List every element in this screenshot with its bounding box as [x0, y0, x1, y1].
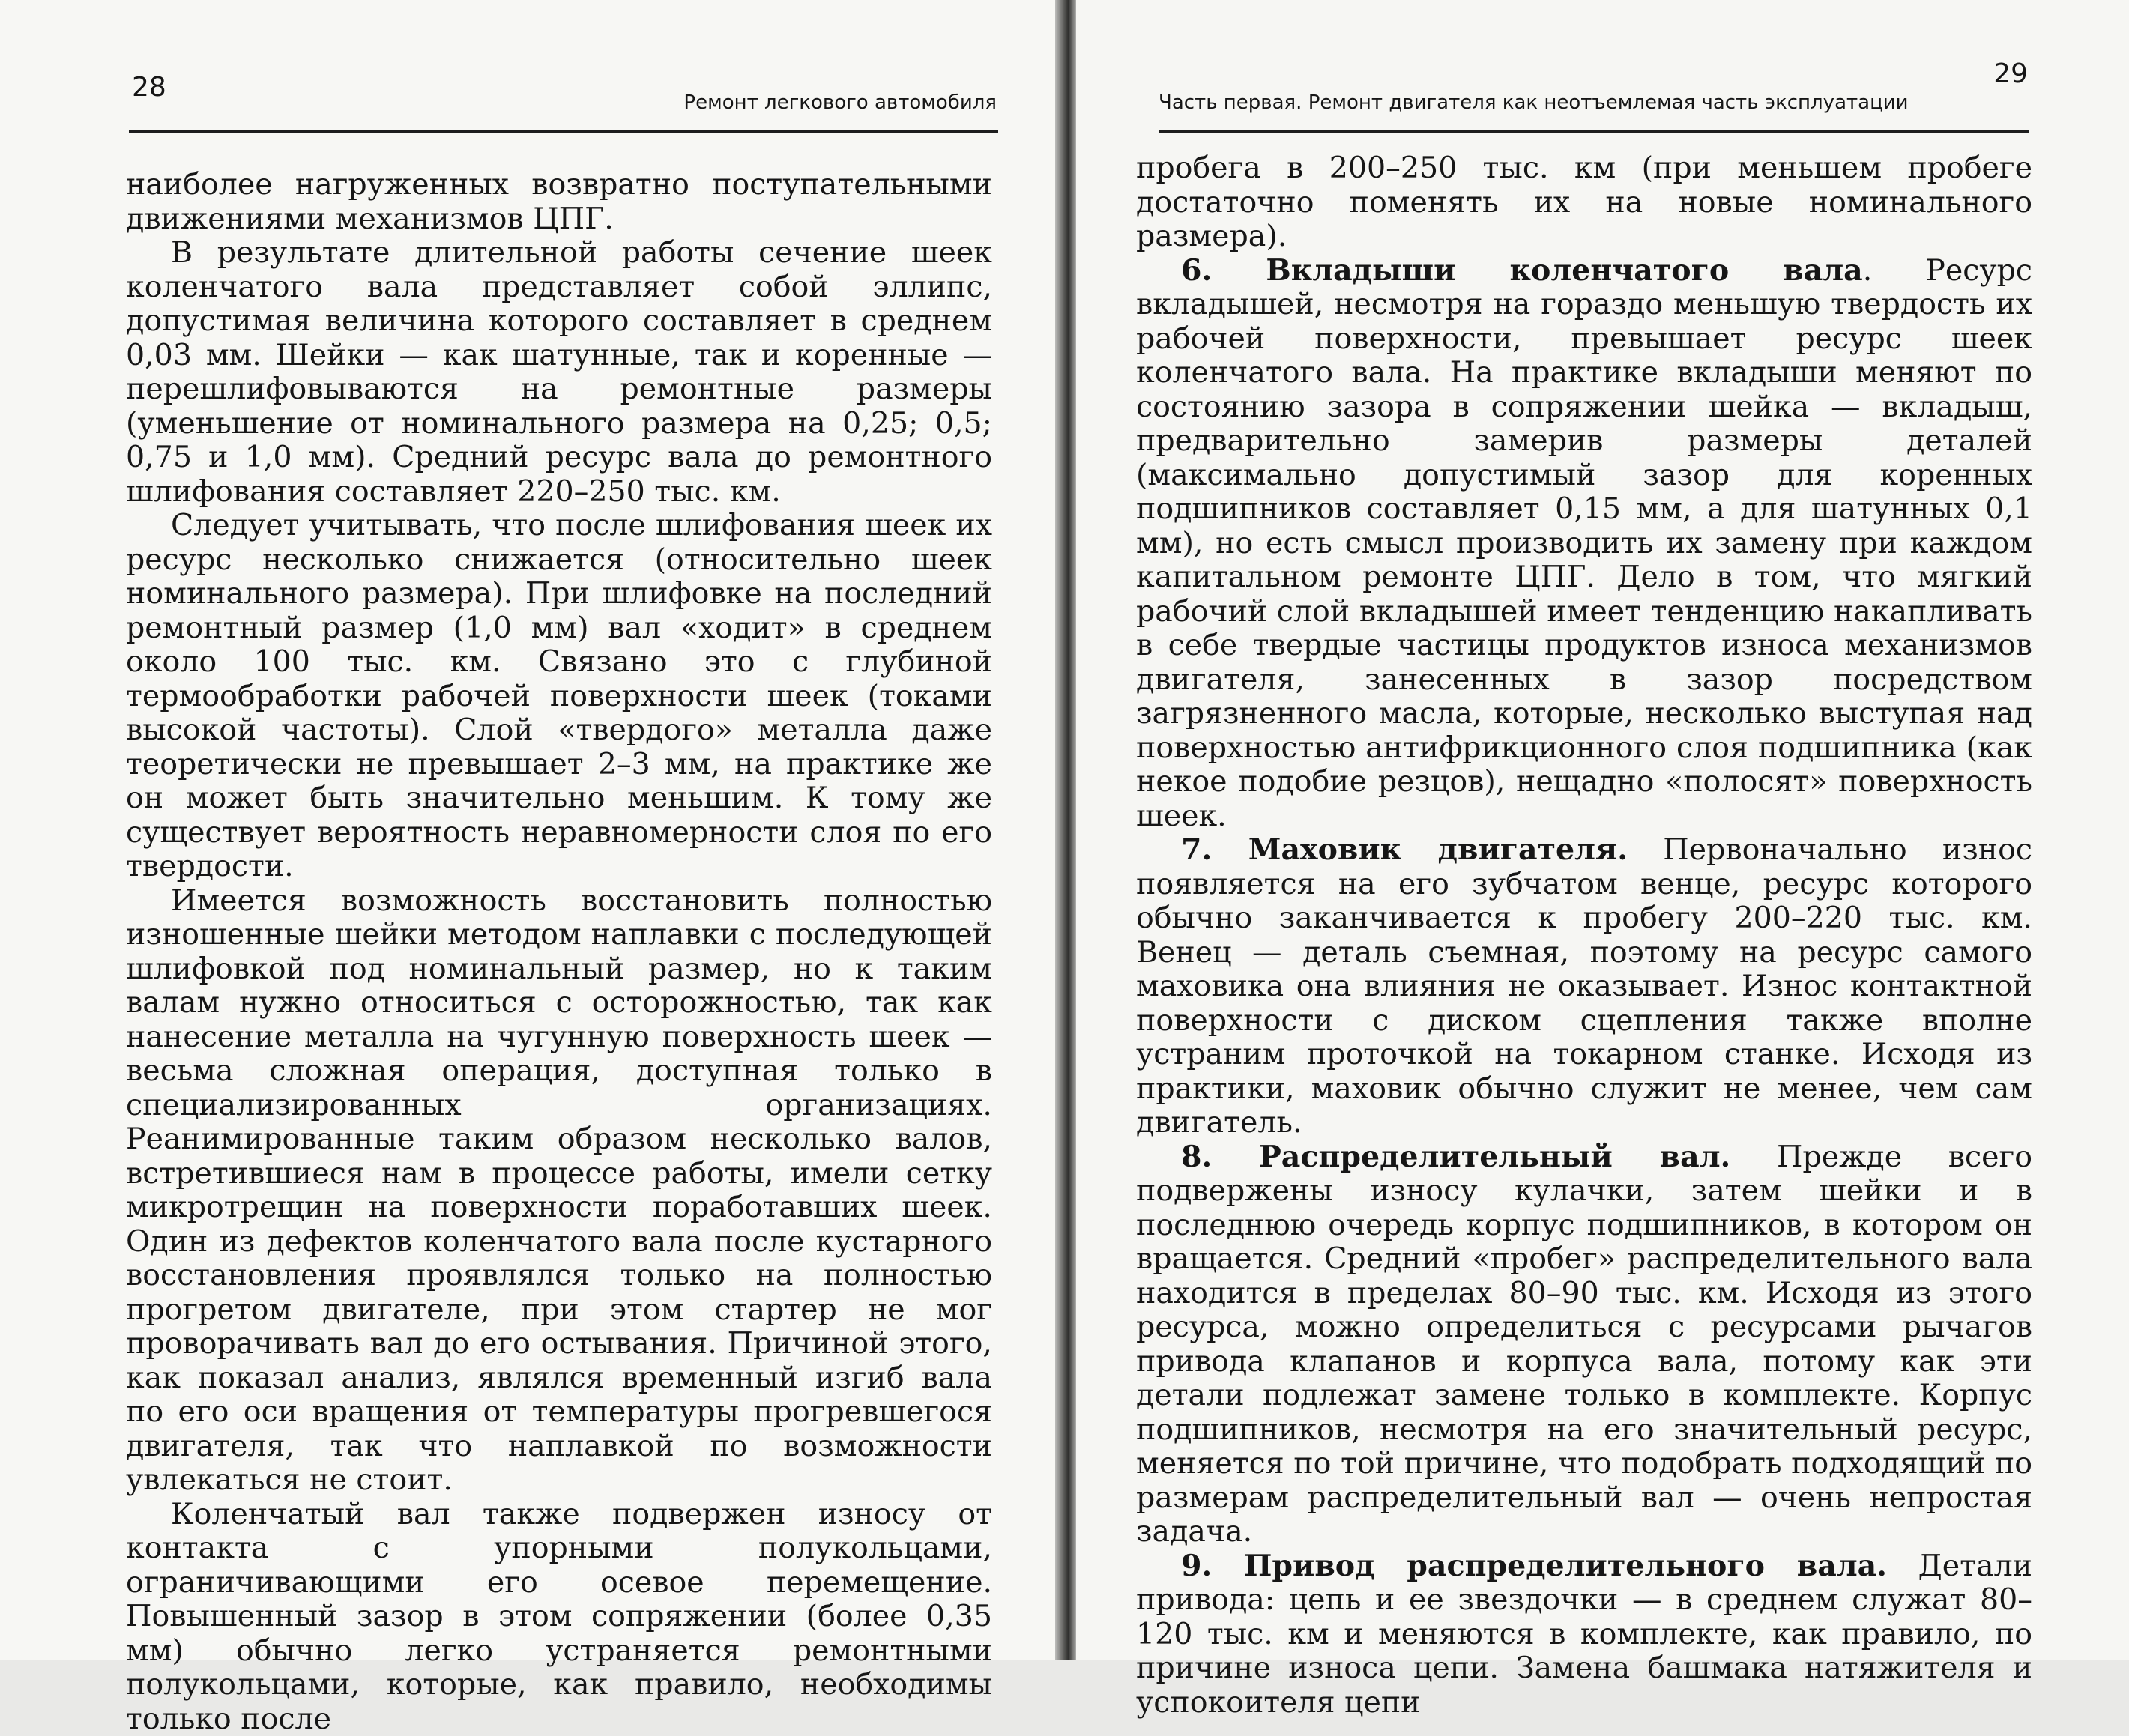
- paragraph: Имеется возможность восстановить полностью изношенные шейки методом наплавки с последующей шлифовкой под номинальный размер, но к таким валам нужно относиться с осторожностью, так как нанесение металла на чугунную поверхность шеек — весьма сложная операция, доступная только в специализированных организациях. Реанимированные таким образом несколько валов, встретившиеся нам в процессе работы, имели сетку микротрещин на поверхности поработавших шеек. Один из дефектов коленчатого вала после кустарного восстановления проявлялся только на полностью прогретом двигателе, при этом стартер не мог проворачивать вал до его остывания. Причиной этого, как показал анализ, являлся временный изгиб вала по его оси вращения от температуры прогревшегося двигателя, так что наплавкой по возможности увлекаться не стоит.: [126, 884, 992, 1498]
- left-page: [0, 0, 1063, 1660]
- section-text: . Ресурс вкладышей, несмотря на гораздо меньшую твердость их рабочей поверхности, превышает ресурс шеек коленчатого вала. На практике вкладыши меняют по состоянию зазора в сопряжении шейка — вкладыш, предварительно замерив размеры деталей (максимально допустимый зазор для коренных подшипников составляет 0,15 мм, а для шатунных 0,1 мм), но есть смысл производить их замену при каждом капитальном ремонте ЦПГ. Дело в том, что мягкий рабочий слой вкладышей имеет тенденцию накапливать в себе твердые частицы продуктов износа механизмов двигателя, занесенных в зазор посредством загрязненного масла, которые, несколько выступая над поверхностью антифрикционного слоя подшипника (как некое подобие резцов), нещадно «полосят» поверхность шеек.: [1136, 253, 2032, 833]
- section-heading: 9. Привод распределительного вала.: [1181, 1549, 1887, 1583]
- section-paragraph: [1136, 1140, 2032, 1549]
- left-page-header: [129, 58, 998, 133]
- paragraph: Коленчатый вал также подвержен износу от контакта с упорными полукольцами, ограничивающими его осевое перемещение. Повышенный зазор в этом сопряжении (более 0,35 мм) обычно легко устраняется ремонтными полукольцами, которые, как правило, необходимы только после: [126, 1498, 992, 1736]
- paragraph: пробега в 200–250 тыс. км (при меньшем пробеге достаточно поменять их на новые номинального размера).: [1136, 151, 2032, 254]
- right-page: [1076, 0, 2129, 1660]
- section-heading: 8. Распределительный вал.: [1181, 1140, 1730, 1174]
- section-paragraph: [1136, 1549, 2032, 1720]
- section-heading: 7. Маховик двигателя.: [1181, 832, 1628, 867]
- section-paragraph: [1136, 254, 2032, 834]
- page-number: 29: [1993, 58, 2028, 89]
- left-page-body: [126, 168, 992, 1736]
- paragraph: В результате длительной работы сечение шеек коленчатого вала представляет собой эллипс, допустимая величина которого составляет в среднем 0,03 мм. Шейки — как шатунные, так и коренные — перешлифовываются на ремонтные размеры (уменьшение от номинального размера на 0,25; 0,5; 0,75 и 1,0 мм). Средний ресурс вала до ремонтного шлифования составляет 220–250 тыс. км.: [126, 236, 992, 509]
- section-text: Детали привода: цепь и ее звездочки — в среднем служат 80–120 тыс. км и меняются в комплекте, как правило, по причине износа цепи. Замена башмака натяжителя и успокоителя цепи: [1136, 1549, 2032, 1720]
- paragraph: Следует учитывать, что после шлифования шеек их ресурс несколько снижается (относительно шеек номинального размера). При шлифовке на последний ремонтный размер (1,0 мм) вал «ходит» в среднем около 100 тыс. км. Связано это с глубиной термообработки рабочей поверхности шеек (токами высокой частоты). Слой «твердого» металла даже теоретически не превышает 2–3 мм, на практике же он может быть значительно меньшим. К тому же существует вероятность неравномерности слоя по его твердости.: [126, 509, 992, 884]
- paragraph: наиболее нагруженных возвратно поступательными движениями механизмов ЦПГ.: [126, 168, 992, 236]
- page-number: 28: [132, 72, 166, 103]
- right-page-body: [1136, 151, 2032, 1720]
- section-text: Первоначально износ появляется на его зубчатом венце, ресурс которого обычно заканчивается к пробегу 200–220 тыс. км. Венец — деталь съемная, поэтому на ресурс самого маховика она влияния не оказывает. Износ контактной поверхности с диском сцепления также вполне устраним проточкой на токарном станке. Исходя из практики, маховик обычно служит не менее, чем сам двигатель.: [1136, 832, 2032, 1140]
- running-title: Часть первая. Ремонт двигателя как неотъемлемая часть эксплуатации: [1159, 91, 1909, 114]
- section-paragraph: [1136, 833, 2032, 1140]
- section-heading: 6. Вкладыши коленчатого вала: [1181, 253, 1863, 288]
- right-page-header: [1159, 58, 2029, 133]
- running-title: Ремонт легкового автомобиля: [683, 91, 997, 114]
- section-text: Прежде всего подвержены износу кулачки, затем шейки и в последнюю очередь корпус подшипников, в котором он вращается. Средний «пробег» распределительного вала находится в пределах 80–90 тыс. км. Исходя из этого ресурса, можно определиться с ресурсами рычагов привода клапанов и корпуса вала, потому как эти детали подлежат замене только в комплекте. Корпус подшипников, несмотря на его значительный ресурс, меняется по той причине, что подобрать подходящий по размерам распределительный вал — очень непростая задача.: [1136, 1140, 2032, 1549]
